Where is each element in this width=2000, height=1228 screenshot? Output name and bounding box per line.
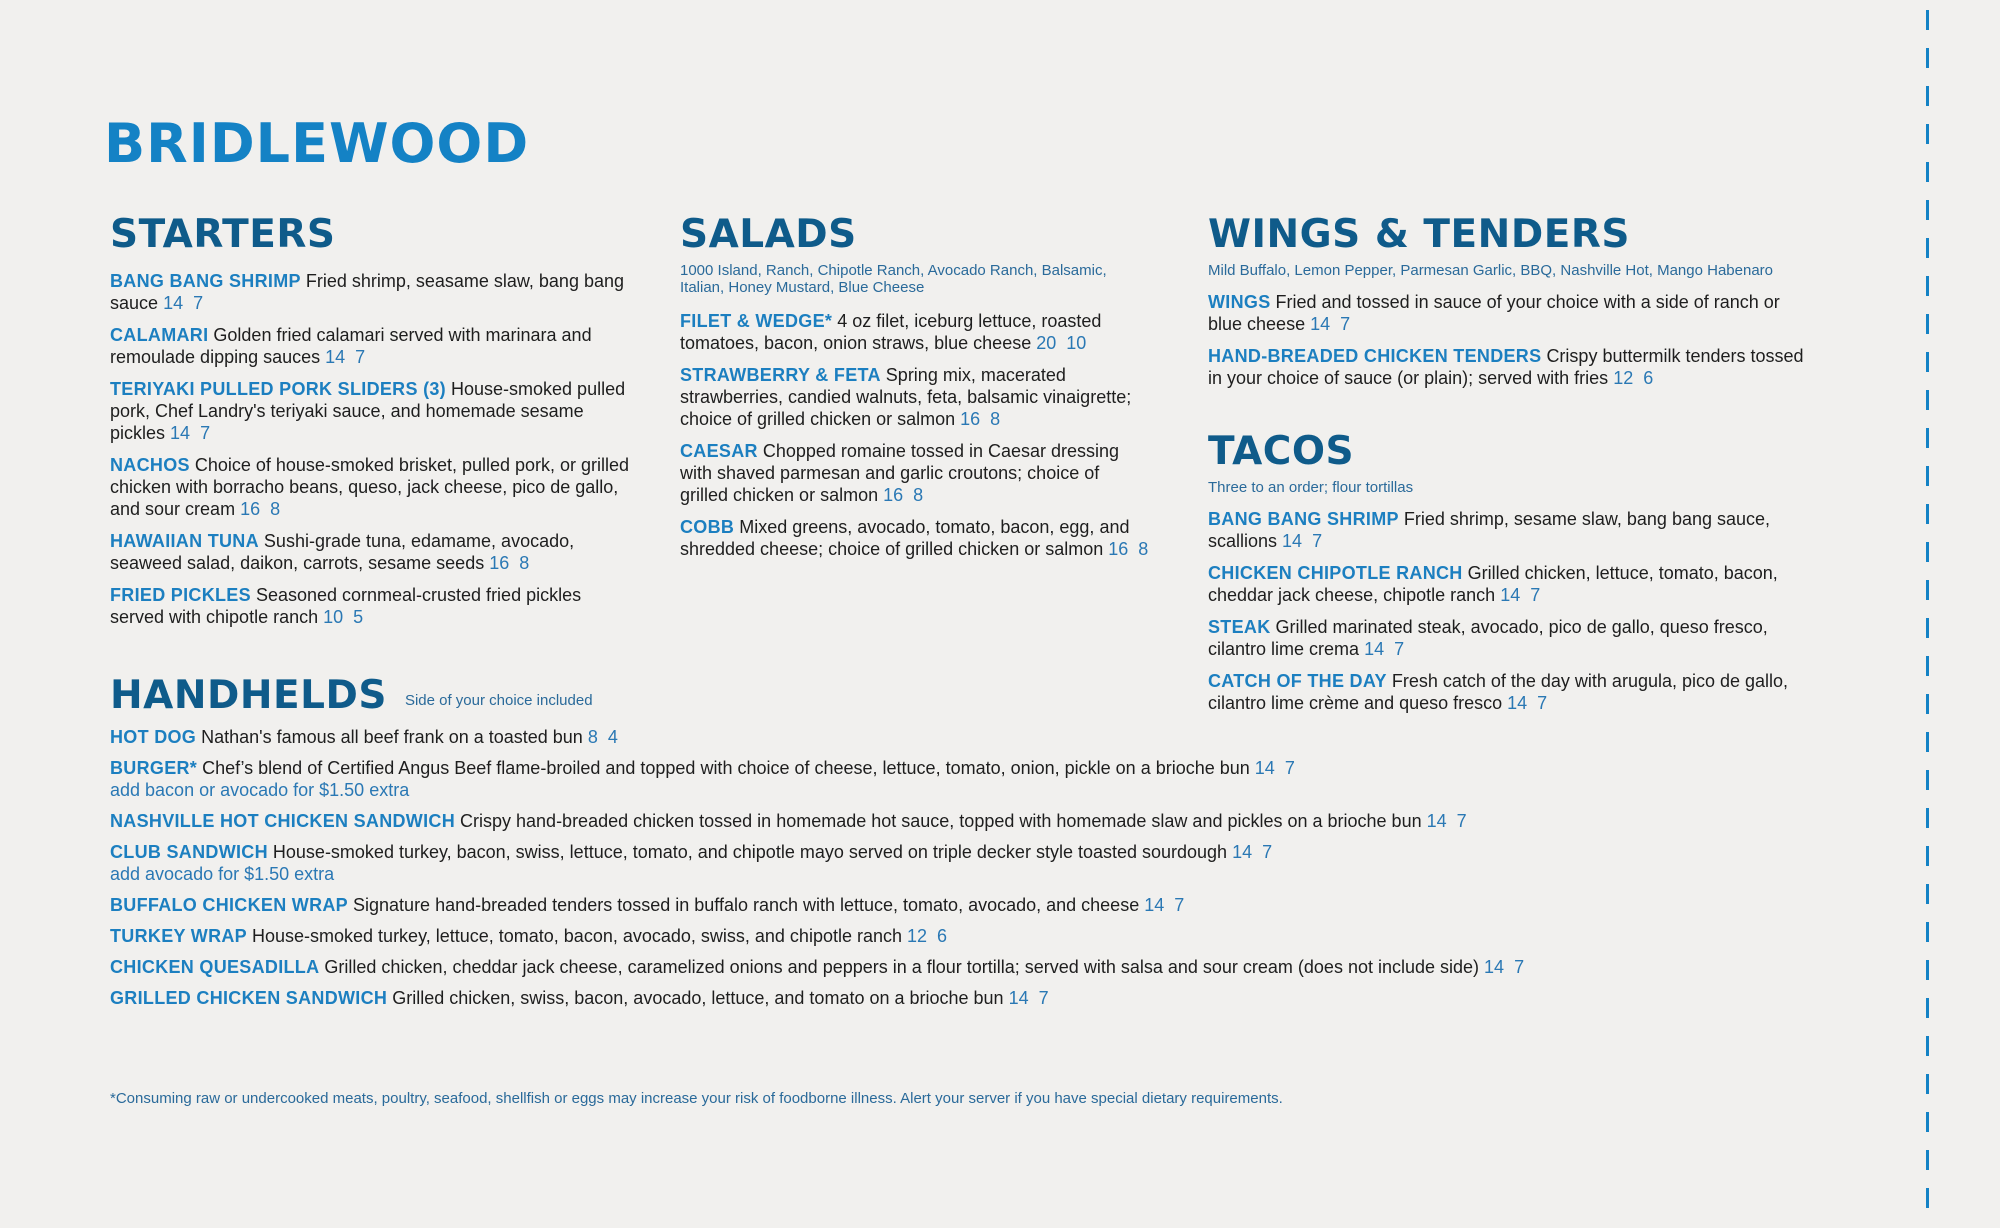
section-title: HANDHELDS (110, 673, 387, 718)
menu-item (110, 925, 1810, 947)
item-description: Grilled marinated steak, avocado, pico de gallo, queso fresco, cilantro lime crema (1208, 616, 1768, 659)
item-description: Fried shrimp, seasame slaw, bang bang sauce (110, 270, 624, 313)
item-description: Seasoned cornmeal-crusted fried pickles served with chipotle ranch (110, 584, 582, 627)
menu-item (1208, 291, 1808, 335)
item-description: Fresh catch of the day with arugula, pico de gallo, cilantro lime crème and queso fresco (1208, 670, 1789, 713)
item-price: 14 7 (1364, 638, 1405, 659)
item-price: 14 7 (1232, 842, 1273, 862)
menu-item (1208, 508, 1808, 552)
dashed-divider (1926, 10, 1929, 1220)
item-price: 16 8 (1108, 538, 1149, 559)
menu-item (110, 757, 1810, 801)
item-description: Spring mix, macerated strawberries, candied walnuts, feta, balsamic vinaigrette; choice of grilled chicken or salmon (680, 364, 1132, 429)
item-addon-note: add avocado for $1.50 extra (110, 864, 335, 884)
item-description: Chef’s blend of Certified Angus Beef flame-broiled and topped with choice of cheese, lettuce, tomato, onion, pickle on a brioche bun (202, 758, 1250, 778)
item-description: Choice of house-smoked brisket, pulled pork, or grilled chicken with borracho beans, queso, jack cheese, pico de gallo, and sour cream (110, 454, 630, 519)
item-name: FILET & WEDGE* (680, 310, 833, 331)
wings-section (1208, 212, 1808, 389)
menu-item (110, 530, 630, 574)
handhelds-subtitle: Side of your choice included (404, 691, 593, 709)
menu-item (110, 810, 1810, 832)
menu-item (110, 584, 630, 628)
item-price: 16 8 (240, 498, 281, 519)
item-name: STEAK (1208, 616, 1271, 637)
item-price: 14 7 (1008, 988, 1049, 1008)
item-description: Sushi-grade tuna, edamame, avocado, seaweed salad, daikon, carrots, sesame seeds (110, 530, 575, 573)
item-price: 14 7 (325, 346, 366, 367)
item-name: CHICKEN QUESADILLA (110, 957, 320, 977)
item-description: Golden fried calamari served with marinara and remoulade dipping sauces (110, 324, 592, 367)
item-name: HOT DOG (110, 727, 197, 747)
brand-title: BRIDLEWOOD (104, 112, 530, 175)
disclaimer: *Consuming raw or undercooked meats, poultry, seafood, shellfish or eggs may increase your risk of foodborne illness. Alert your server if you have special dietary requirements. (110, 1090, 1283, 1107)
item-name: CALAMARI (110, 324, 209, 345)
menu-item (1208, 616, 1808, 660)
item-price: 8 4 (587, 727, 618, 747)
item-description: Mixed greens, avocado, tomato, bacon, egg, and shredded cheese; choice of grilled chicken or salmon (680, 516, 1130, 559)
item-price: 14 7 (1426, 811, 1467, 831)
handhelds-list (110, 726, 1810, 1018)
item-name: CHICKEN CHIPOTLE RANCH (1208, 562, 1463, 583)
item-name: BANG BANG SHRIMP (1208, 508, 1399, 529)
section-title: STARTERS (110, 212, 336, 257)
item-description: Fried and tossed in sauce of your choice with a side of ranch or blue cheese (1208, 291, 1780, 334)
item-name: STRAWBERRY & FETA (680, 364, 881, 385)
dressings-list: 1000 Island, Ranch, Chipotle Ranch, Avocado Ranch, Balsamic, Italian, Honey Mustard, Blue Cheese (680, 261, 1107, 296)
menu-item (1208, 562, 1808, 606)
menu-item (110, 270, 630, 314)
item-description: Chopped romaine tossed in Caesar dressing with shaved parmesan and garlic croutons; choice of grilled chicken or salmon (680, 440, 1120, 505)
menu-item (1208, 345, 1808, 389)
item-price: 14 7 (170, 422, 211, 443)
item-price: 14 7 (163, 292, 204, 313)
item-price: 14 7 (1310, 313, 1351, 334)
salads-list (680, 310, 1150, 560)
menu-item (110, 987, 1810, 1009)
item-description: Grilled chicken, cheddar jack cheese, caramelized onions and peppers in a flour tortilla; served with salsa and sour cream (does not include side) (324, 957, 1480, 977)
menu-item (110, 894, 1810, 916)
menu-item (680, 516, 1150, 560)
salads-section (680, 212, 1150, 560)
item-name: BANG BANG SHRIMP (110, 270, 301, 291)
item-name: TURKEY WRAP (110, 926, 247, 946)
section-title: SALADS (680, 212, 857, 257)
tacos-list (1208, 508, 1808, 714)
item-description: House-smoked turkey, bacon, swiss, lettuce, tomato, and chipotle mayo served on triple decker style toasted sourdough (272, 842, 1228, 862)
item-price: 10 5 (323, 606, 364, 627)
item-name: CATCH OF THE DAY (1208, 670, 1387, 691)
item-description: Crispy hand-breaded chicken tossed in homemade hot sauce, topped with homemade slaw and pickles on a brioche bun (460, 811, 1422, 831)
item-price: 14 7 (1144, 895, 1185, 915)
item-description: Nathan's famous all beef frank on a toasted bun (201, 727, 583, 747)
handhelds-items (110, 726, 1810, 1009)
item-name: HAWAIIAN TUNA (110, 530, 259, 551)
menu-item (110, 324, 630, 368)
item-description: Signature hand-breaded tenders tossed in buffalo ranch with lettuce, tomato, avocado, and cheese (353, 895, 1140, 915)
item-name: BURGER* (110, 758, 198, 778)
menu-item (110, 378, 630, 444)
item-name: HAND-BREADED CHICKEN TENDERS (1208, 345, 1542, 366)
item-name: GRILLED CHICKEN SANDWICH (110, 988, 388, 1008)
item-name: NACHOS (110, 454, 190, 475)
menu-item (680, 440, 1150, 506)
item-addon-note: add bacon or avocado for $1.50 extra (110, 780, 410, 800)
item-description: Grilled chicken, swiss, bacon, avocado, lettuce, and tomato on a brioche bun (392, 988, 1004, 1008)
menu-item (110, 454, 630, 520)
item-price: 14 7 (1507, 692, 1548, 713)
item-description: House-smoked pulled pork, Chef Landry's teriyaki sauce, and homemade sesame pickles (110, 378, 626, 443)
menu-item (680, 364, 1150, 430)
item-price: 14 7 (1484, 957, 1525, 977)
item-description: 4 oz filet, iceburg lettuce, roasted tomatoes, bacon, onion straws, blue cheese (680, 310, 1102, 353)
handhelds-header (110, 673, 593, 718)
item-price: 14 7 (1282, 530, 1323, 551)
item-price: 16 8 (489, 552, 530, 573)
item-price: 16 8 (960, 408, 1001, 429)
tacos-section (1208, 429, 1808, 714)
section-title: WINGS & TENDERS (1208, 212, 1630, 257)
item-name: CAESAR (680, 440, 758, 461)
menu-item (110, 841, 1810, 885)
item-price: 16 8 (883, 484, 924, 505)
item-description: Crispy buttermilk tenders tossed in your choice of sauce (or plain); served with fries (1208, 345, 1804, 388)
tacos-subtitle: Three to an order; flour tortillas (1208, 478, 1414, 496)
item-name: NASHVILLE HOT CHICKEN SANDWICH (110, 811, 455, 831)
menu-item (680, 310, 1150, 354)
item-price: 12 6 (907, 926, 948, 946)
section-title: TACOS (1208, 429, 1355, 474)
starters-section (110, 212, 630, 628)
item-price: 14 7 (1254, 758, 1295, 778)
item-description: Fried shrimp, sesame slaw, bang bang sauce, scallions (1208, 508, 1771, 551)
item-description: Grilled chicken, lettuce, tomato, bacon, cheddar jack cheese, chipotle ranch (1208, 562, 1778, 605)
item-name: FRIED PICKLES (110, 584, 251, 605)
item-name: TERIYAKI PULLED PORK SLIDERS (3) (110, 378, 446, 399)
menu-item (1208, 670, 1808, 714)
item-price: 20 10 (1036, 332, 1087, 353)
item-name: CLUB SANDWICH (110, 842, 268, 862)
item-description: House-smoked turkey, lettuce, tomato, bacon, avocado, swiss, and chipotle ranch (252, 926, 903, 946)
item-price: 12 6 (1613, 367, 1654, 388)
item-name: BUFFALO CHICKEN WRAP (110, 895, 348, 915)
sauces-list: Mild Buffalo, Lemon Pepper, Parmesan Garlic, BBQ, Nashville Hot, Mango Habenaro (1208, 261, 1774, 279)
menu-item (110, 726, 1810, 748)
starters-list (110, 270, 630, 628)
item-name: COBB (680, 516, 735, 537)
item-price: 14 7 (1500, 584, 1541, 605)
wings-list (1208, 291, 1808, 389)
menu-item (110, 956, 1810, 978)
item-name: WINGS (1208, 291, 1271, 312)
